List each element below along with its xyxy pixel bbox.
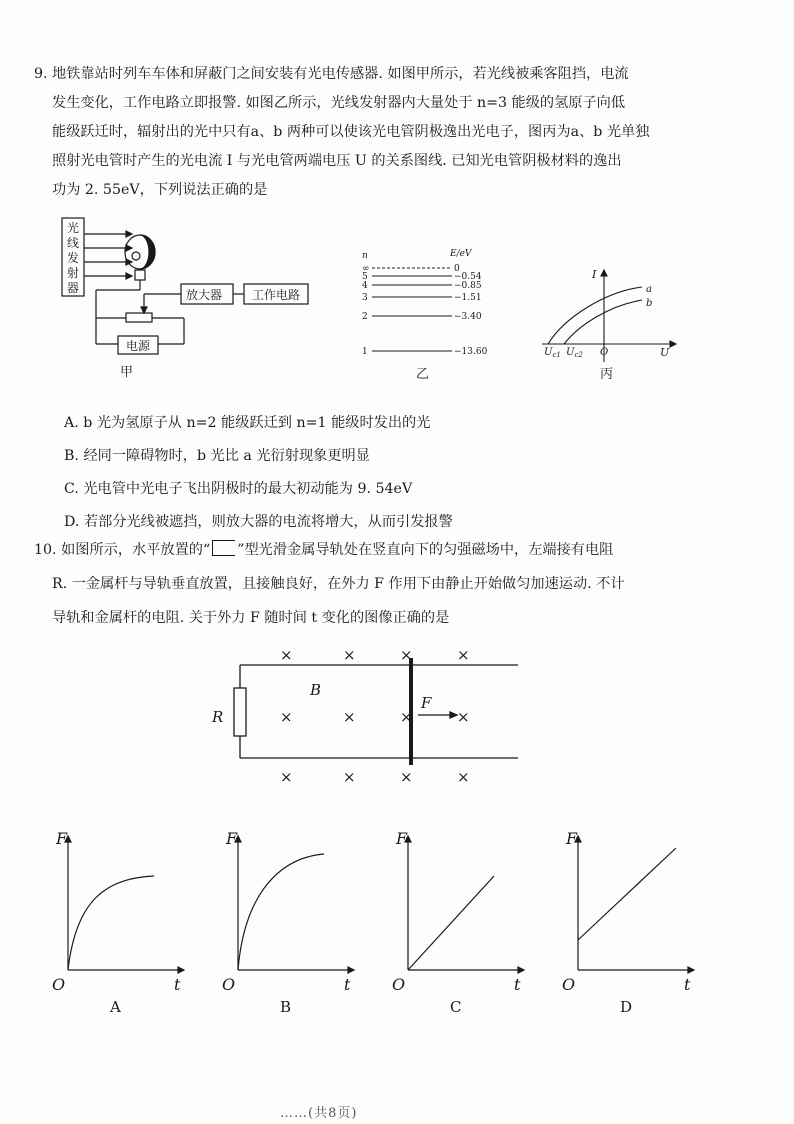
figure-yi	[356, 244, 506, 382]
uc1-label: $U_{c1}$	[544, 347, 561, 359]
rail-shape-icon	[212, 540, 235, 556]
f-label: F	[421, 694, 432, 712]
field-cross: ×	[343, 768, 356, 786]
emitter-char-1: 光	[67, 221, 80, 235]
curve-b	[564, 300, 642, 344]
graph-caption: D	[620, 998, 633, 1016]
graph-origin-label: O	[52, 975, 66, 994]
answer-graph-d	[556, 820, 716, 1020]
field-cross: ×	[280, 768, 293, 786]
origin-label: O	[600, 347, 609, 358]
caption-jia: 甲	[120, 365, 134, 380]
field-cross: ×	[280, 646, 293, 664]
energy-levels	[362, 264, 488, 357]
emitter-char-4: 射	[67, 266, 80, 280]
q9-stem-line-1: 9. 地铁靠站时列车车体和屏蔽门之间安装有光电传感器. 如图甲所示，若光线被乘客阻挡，电流	[34, 66, 629, 82]
curve-a	[548, 287, 642, 344]
level-n-label: ∞	[362, 264, 370, 274]
graph-caption: B	[280, 998, 292, 1016]
level-n-label: 3	[362, 293, 368, 303]
emitter-char-3: 发	[67, 251, 80, 265]
graph-origin-label: O	[392, 975, 406, 994]
q10-stem-line-2: R. 一金属杆与导轨垂直放置，且接触良好，在外力 F 作用下由静止开始做匀加速运动. 不计	[52, 576, 625, 592]
q10-stem-pre: 10. 如图所示，水平放置的“	[34, 542, 211, 558]
q10-stem-line-1	[34, 536, 613, 565]
q9-stem-line-5: 功为 2. 55eV，下列说法正确的是	[52, 182, 268, 198]
r-label: R	[212, 708, 224, 726]
answer-graph-a	[46, 820, 206, 1020]
u-label: U	[660, 346, 670, 359]
graph-origin-label: O	[562, 975, 576, 994]
i-label: I	[592, 268, 597, 281]
graph-caption: A	[110, 998, 121, 1016]
energy-axis-label: E/eV	[450, 249, 472, 259]
amplifier-label: 放大器	[186, 288, 223, 302]
level-energy-label: −0.54	[454, 272, 482, 282]
q9-option-d: D. 若部分光线被遮挡，则放大器的电流将增大，从而引发报警	[64, 514, 453, 530]
caption-yi: 乙	[416, 367, 430, 382]
q10-stem-post: ”型光滑金属导轨处在竖直向下的匀强磁场中，左端接有电阻	[237, 542, 614, 558]
level-n-label: 2	[362, 312, 368, 322]
figure-bing	[534, 262, 684, 384]
graph-t-label: t	[684, 975, 691, 994]
q9-stem-line-4: 照射光电管时产生的光电流 I 与光电管两端电压 U 的关系图线. 已知光电管阴极材料的逸出	[52, 153, 622, 169]
resistor-r	[234, 688, 246, 736]
graph-t-label: t	[514, 975, 521, 994]
figure-jia	[56, 212, 346, 382]
field-cross: ×	[343, 646, 356, 664]
f-t-curve	[408, 876, 494, 970]
graph-f-label: F	[566, 829, 578, 848]
answer-graph-c	[386, 820, 546, 1020]
curve-b-label: b	[646, 298, 653, 309]
level-n-label: 4	[362, 281, 368, 291]
level-energy-label: −0.85	[454, 281, 482, 291]
level-n-label: 5	[362, 272, 368, 282]
graph-f-label: F	[226, 829, 238, 848]
q9-option-b: B. 经同一障碍物时，b 光比 a 光衍射现象更明显	[64, 448, 370, 464]
level-energy-label: −1.51	[454, 293, 482, 303]
magnetic-field-crosses	[280, 646, 470, 786]
answer-graph-b	[216, 820, 376, 1020]
q10-stem-line-3: 导轨和金属杆的电阻. 关于外力 F 随时间 t 变化的图像正确的是	[52, 610, 450, 626]
graph-f-label: F	[396, 829, 408, 848]
graph-t-label: t	[174, 975, 181, 994]
field-cross: ×	[280, 708, 293, 726]
level-n-label: 1	[362, 347, 368, 357]
field-cross: ×	[343, 708, 356, 726]
field-cross: ×	[400, 768, 413, 786]
q9-option-a: A. b 光为氢原子从 n=2 能级跃迁到 n=1 能级时发出的光	[64, 415, 431, 431]
f-t-curve	[578, 848, 676, 940]
field-cross: ×	[457, 708, 470, 726]
q9-stem-line-3: 能级跃迁时，辐射出的光中只有a、b 两种可以使该光电管阴极逸出光电子，图丙为a、b 光单独	[52, 124, 650, 140]
b-label: B	[310, 681, 322, 699]
f-t-curve	[238, 854, 324, 970]
field-cross: ×	[400, 708, 413, 726]
q9-stem-line-2: 发生变化，工作电路立即报警. 如图乙所示，光线发射器内大量处于 n=3 能级的氢原子向低	[52, 95, 626, 111]
field-cross: ×	[400, 646, 413, 664]
graph-f-label: F	[56, 829, 68, 848]
curve-a-label: a	[646, 284, 652, 295]
f-t-curve	[68, 876, 154, 970]
uc2-label: $U_{c2}$	[566, 347, 583, 359]
field-cross: ×	[457, 768, 470, 786]
emitter-char-5: 器	[67, 281, 80, 295]
graph-caption: C	[450, 998, 462, 1016]
graph-origin-label: O	[222, 975, 236, 994]
caption-bing: 丙	[600, 367, 614, 382]
rail-diagram	[200, 640, 530, 790]
emitter-char-2: 线	[67, 236, 80, 250]
field-cross: ×	[457, 646, 470, 664]
rheostat	[126, 313, 152, 322]
power-label: 电源	[126, 339, 151, 353]
q9-option-c: C. 光电管中光电子飞出阴极时的最大初动能为 9. 54eV	[64, 481, 413, 497]
level-energy-label: −3.40	[454, 312, 482, 322]
n-axis-label: n	[362, 251, 368, 261]
level-energy-label: 0	[454, 264, 460, 274]
level-energy-label: −13.60	[454, 347, 488, 357]
work-circuit-label: 工作电路	[252, 288, 301, 302]
page-footer: ……(共8页)	[280, 1106, 358, 1121]
graph-t-label: t	[344, 975, 351, 994]
